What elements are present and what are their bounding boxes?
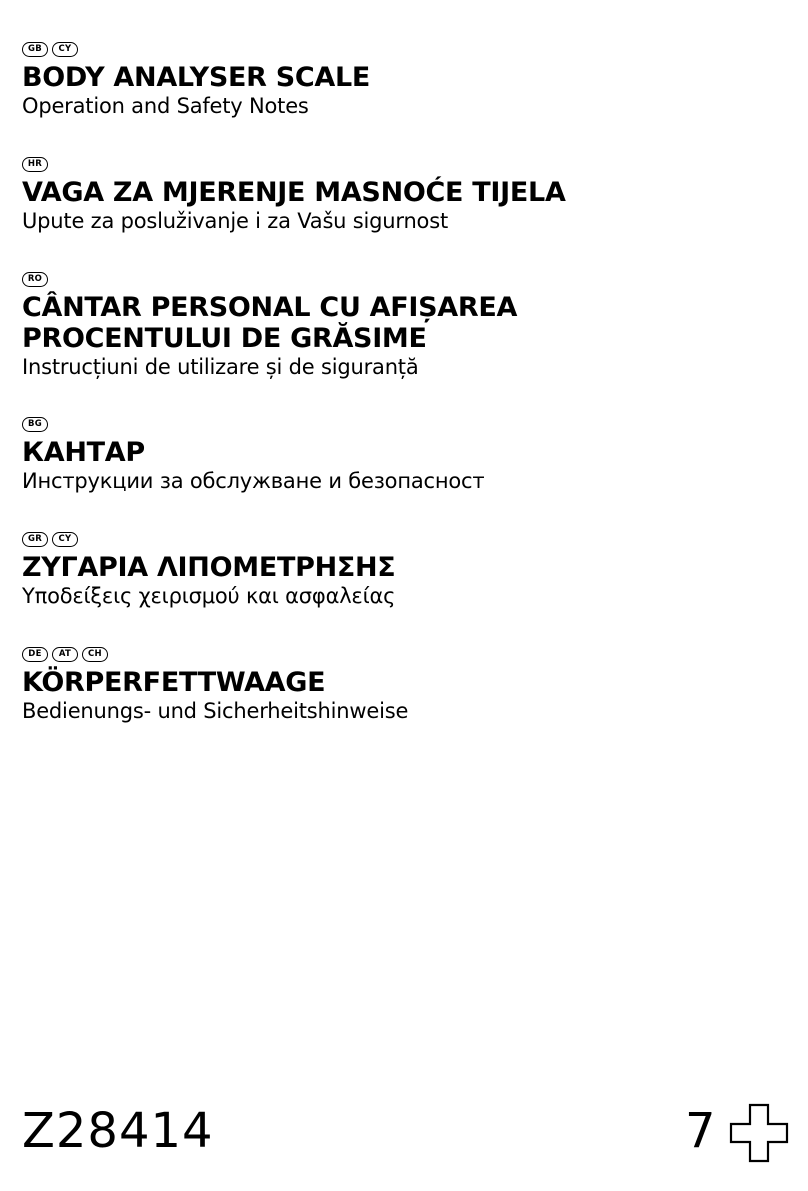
section-subtitle: Operation and Safety Notes xyxy=(22,94,309,118)
language-badge: HR xyxy=(22,157,48,172)
language-section-hr xyxy=(22,155,792,234)
language-badge: DE xyxy=(22,647,48,662)
language-badge: CY xyxy=(52,532,78,547)
language-badges xyxy=(22,40,792,58)
language-badge: CY xyxy=(52,42,78,57)
section-title: BODY ANALYSER SCALE xyxy=(22,62,371,93)
language-section-gb xyxy=(22,40,792,119)
language-badges xyxy=(22,645,792,663)
section-subtitle: Bedienungs- und Sicherheitshinweise xyxy=(22,699,409,723)
section-title: КАНТАР xyxy=(22,437,145,468)
section-subtitle: Upute za posluživanje i za Vašu sigurnost xyxy=(22,209,448,233)
section-title: CÂNTAR PERSONAL CU AFIȘAREA PROCENTULUI DE GRĂSIME xyxy=(22,292,518,354)
language-badge: CH xyxy=(82,647,108,662)
language-section-ro xyxy=(22,270,792,380)
language-badges xyxy=(22,415,792,433)
language-section-gr xyxy=(22,530,792,609)
language-badge: GR xyxy=(22,532,48,547)
language-badges xyxy=(22,530,792,548)
section-subtitle: Instrucțiuni de utilizare și de siguranță xyxy=(22,355,419,379)
language-badge: BG xyxy=(22,417,48,432)
language-badge: AT xyxy=(52,647,78,662)
language-badge: RO xyxy=(22,272,48,287)
section-subtitle: Υποδείξεις χειρισμού και ασφαλείας xyxy=(22,584,396,608)
section-subtitle: Инструкции за обслужване и безопасност xyxy=(22,469,485,493)
language-badges xyxy=(22,270,792,288)
section-title: KÖRPERFETTWAAGE xyxy=(22,667,326,698)
model-number: Z28414 xyxy=(22,1103,214,1159)
section-title: VAGA ZA MJERENJE MASNOĆE TIJELA xyxy=(22,177,566,208)
section-title: ΖΥΓΑΡΙΑ ΛΙΠΟΜΕΤΡΗΣΗΣ xyxy=(22,552,396,583)
language-badges xyxy=(22,155,792,173)
language-section-bg xyxy=(22,415,792,494)
language-badge: GB xyxy=(22,42,48,57)
language-section-de xyxy=(22,645,792,724)
swiss-cross-outline-icon xyxy=(728,1102,790,1164)
version-number: 7 xyxy=(685,1103,716,1159)
